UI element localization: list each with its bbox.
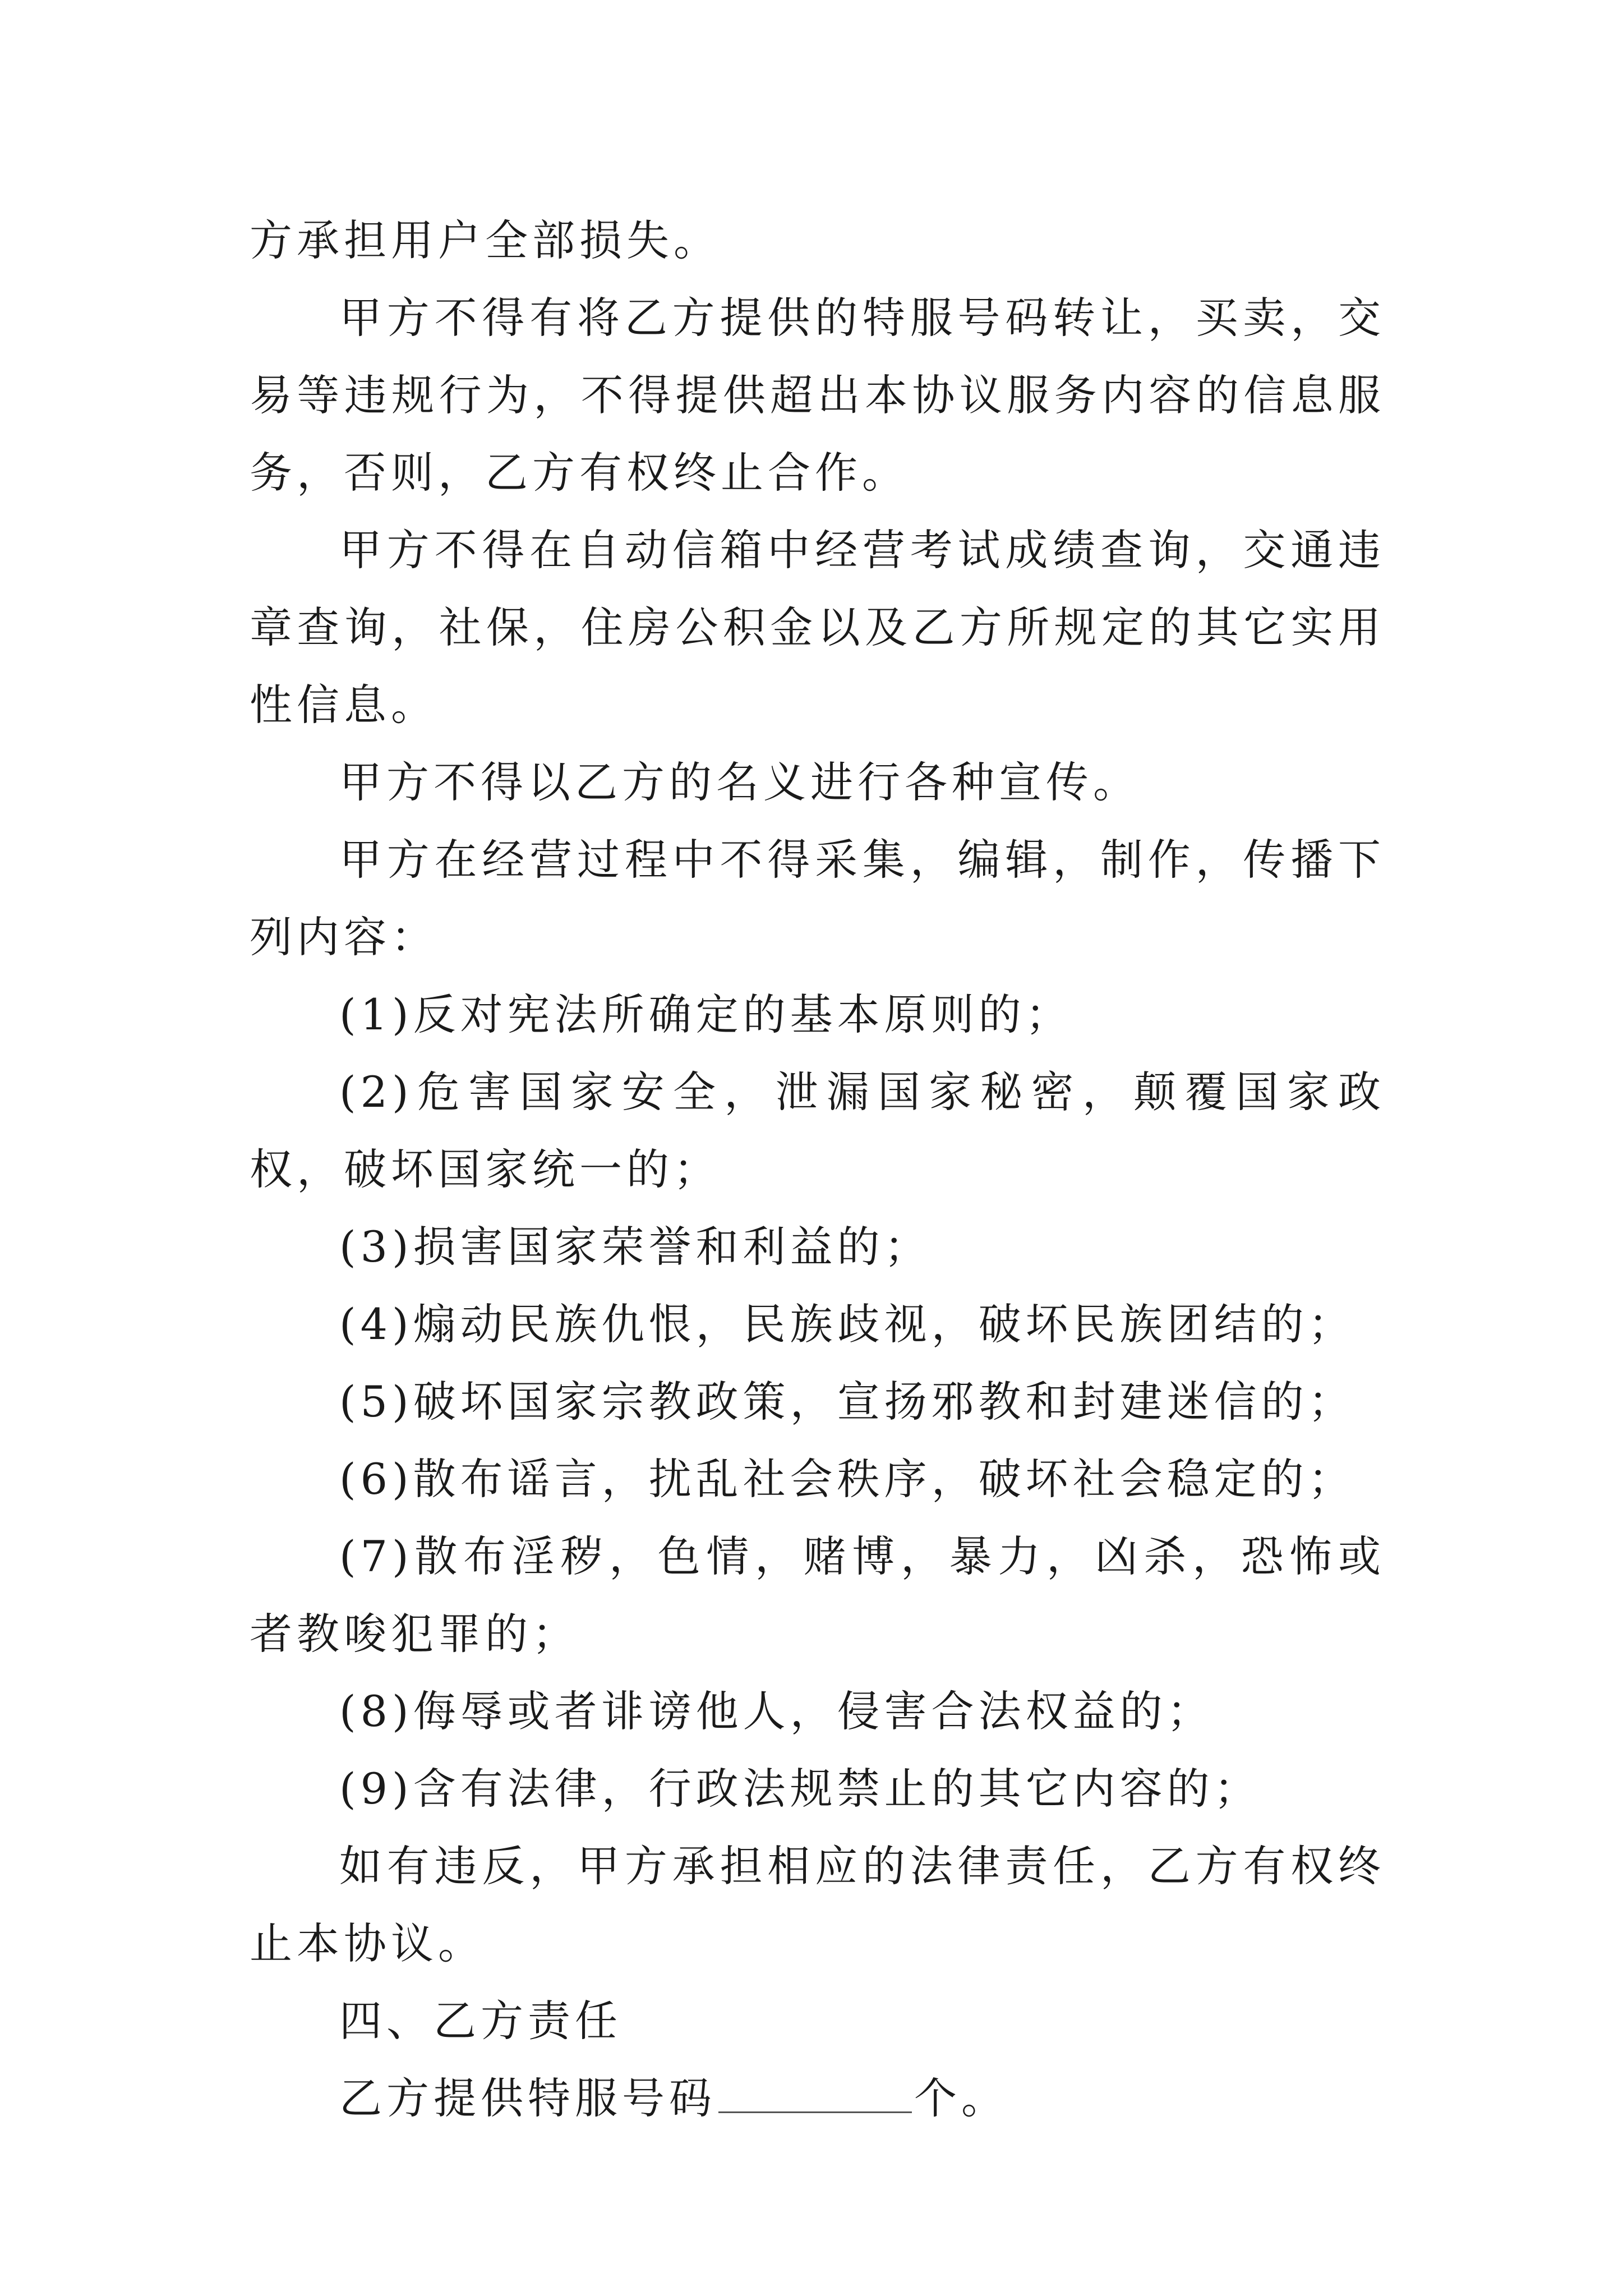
list-item-6: (6)散布谣言，扰乱社会秩序，破坏社会稳定的；: [339, 1454, 1355, 1504]
paragraph-last: [250, 2060, 1385, 2137]
last-line-after: 个。: [914, 2073, 1008, 2123]
paragraph-violation: 如有违反，甲方承担相应的法律责任，乙方有权终止本协议。: [250, 1841, 1385, 1968]
fill-in-blank: [718, 2072, 912, 2113]
list-item-7: (7)散布淫秽，色情，赌博，暴力，凶杀，恐怖或者教唆犯罪的；: [250, 1531, 1385, 1659]
paragraph-1: 方承担用户全部损失。: [250, 215, 721, 265]
list-item-8: (8)侮辱或者诽谤他人，侵害合法权益的；: [339, 1686, 1214, 1736]
list-item-2: (2)危害国家安全，泄漏国家秘密，颠覆国家政权，破坏国家统一的；: [250, 1067, 1385, 1194]
list-item-1: (1)反对宪法所确定的基本原则的；: [339, 990, 1073, 1039]
paragraph-2: 甲方不得有将乙方提供的特服号码转让，买卖，交易等违规行为，不得提供超出本协议服务内容的信息服务，否则，乙方有权终止合作。: [250, 293, 1385, 498]
list-item-4: (4)煽动民族仇恨，民族歧视，破坏民族团结的；: [339, 1299, 1355, 1349]
paragraph-4: 甲方不得以乙方的名义进行各种宣传。: [339, 757, 1140, 807]
list-item-9: (9)含有法律，行政法规禁止的其它内容的；: [339, 1764, 1261, 1814]
paragraph-5: 甲方在经营过程中不得采集，编辑，制作，传播下列内容：: [250, 835, 1385, 962]
paragraph-3: 甲方不得在自动信箱中经营考试成绩查询，交通违章查询，社保，住房公积金以及乙方所规定的其它实用性信息。: [250, 525, 1385, 730]
last-line-before: 乙方提供特服号码: [339, 2073, 716, 2123]
document-body: [250, 202, 1385, 2137]
section-heading: 四、乙方责任: [339, 1996, 622, 2046]
list-item-3: (3)损害国家荣誉和利益的；: [339, 1222, 932, 1272]
list-item-5: (5)破坏国家宗教政策，宣扬邪教和封建迷信的；: [339, 1377, 1355, 1427]
